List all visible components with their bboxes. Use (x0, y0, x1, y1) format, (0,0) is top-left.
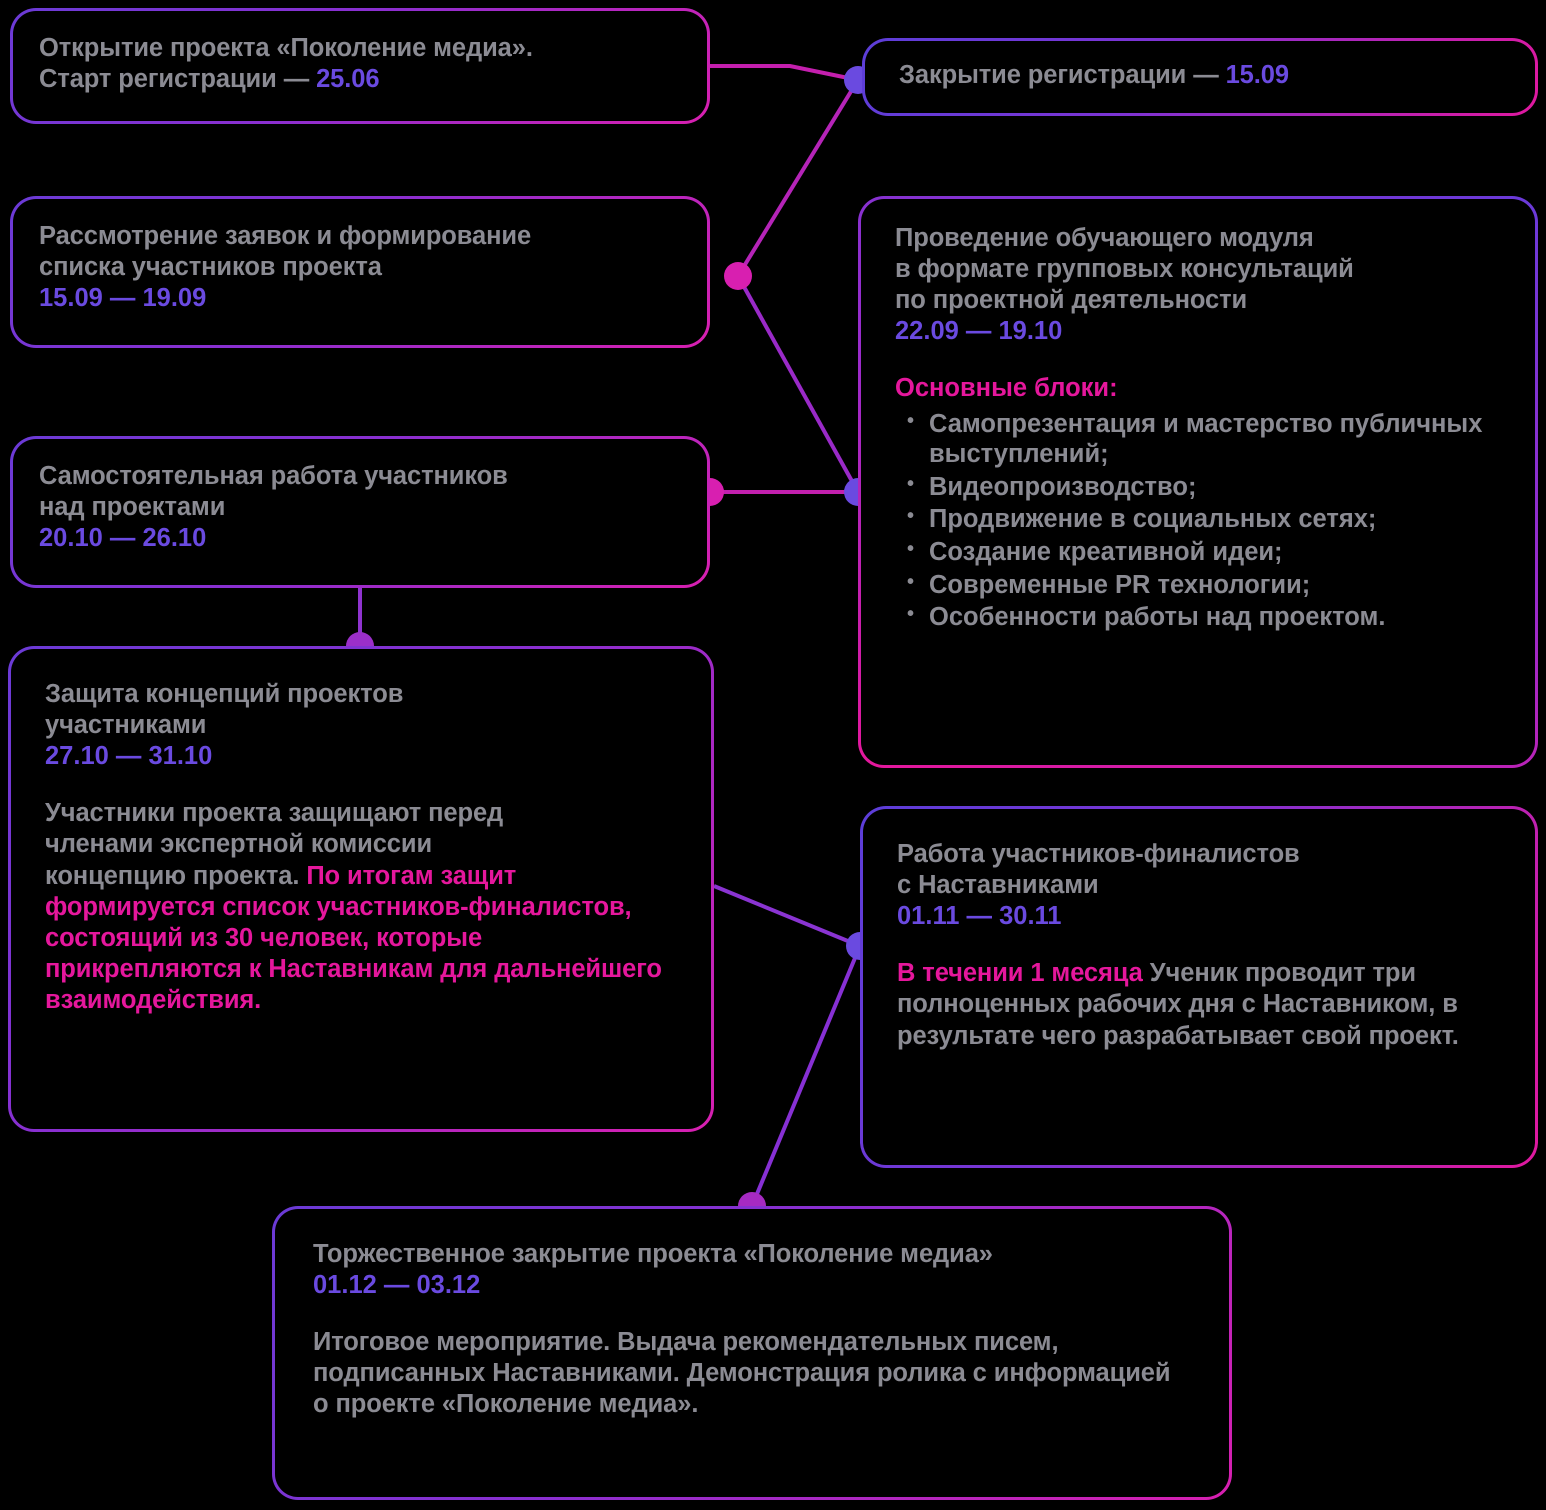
card-defense-para-3-plain: концепцию проекта. (45, 861, 307, 890)
card-registration-close[interactable] (862, 38, 1538, 116)
list-item: • Самопрезентация и мастерство публичных выступлений; (929, 409, 1501, 470)
link-review-module (738, 276, 858, 492)
card-selfwork-dates: 20.10 — 26.10 (39, 524, 207, 553)
list-item: • Создание креативной идеи; (929, 537, 1501, 568)
card-application-review[interactable] (10, 196, 710, 348)
card-close-prefix: Закрытие регистрации — (899, 61, 1226, 89)
card-concept-defense[interactable] (8, 646, 714, 1132)
card-closing-line1: Торжественное закрытие проекта «Поколение медиа» (313, 1240, 993, 1268)
card-module-dates: 22.09 — 19.10 (895, 317, 1063, 346)
node-dot-review (724, 262, 752, 290)
card-closing-dates: 01.12 — 03.12 (313, 1271, 481, 1300)
card-module-blocks-list (895, 409, 1501, 633)
card-defense-line2: участниками (45, 711, 207, 740)
card-open-line2 (39, 64, 681, 95)
card-project-opening[interactable] (10, 8, 710, 124)
card-defense-para-3 (45, 861, 677, 1017)
card-module-line3: по проектной деятельности (895, 286, 1248, 315)
link-review-close (738, 80, 858, 276)
link-defense-mentors (714, 886, 860, 946)
link-mentors-closing (752, 946, 860, 1206)
card-open-line2-prefix: Старт регистрации — (39, 65, 317, 94)
card-close-date: 15.09 (1225, 61, 1289, 89)
card-defense-para-1: Участники проекта защищают перед (45, 799, 504, 828)
card-closing-para: Итоговое мероприятие. Выдача рекомендательных писем, подписанных Наставниками. Демонстрация ролика с информацией о проекте «Поколение медиа». (313, 1328, 1171, 1419)
card-review-dates: 15.09 — 19.09 (39, 284, 207, 313)
card-mentor-work[interactable] (860, 806, 1538, 1168)
card-module-blocks-title: Основные блоки: (895, 374, 1118, 403)
link-open-close (710, 66, 858, 80)
list-item: • Особенности работы над проектом. (929, 602, 1501, 633)
card-selfwork-line1: Самостоятельная работа участников (39, 462, 508, 490)
list-item: • Современные PR технологии; (929, 570, 1501, 601)
card-open-date: 25.06 (316, 65, 380, 94)
card-review-line1: Рассмотрение заявок и формирование (39, 222, 532, 250)
card-close-line (899, 60, 1501, 91)
card-mentors-para-plain: Ученик проводит три полноценных рабочих дня с Наставником, в результате чего разрабатывает свой проект. (897, 959, 1459, 1050)
card-defense-line1: Защита концепций проектов (45, 680, 404, 708)
card-mentors-line2: с Наставниками (897, 871, 1099, 900)
card-mentors-dates: 01.11 — 30.11 (897, 902, 1062, 931)
list-item: • Видеопроизводство; (929, 472, 1501, 503)
card-mentors-line1: Работа участников-финалистов (897, 840, 1300, 868)
card-review-line2: списка участников проекта (39, 253, 382, 282)
card-selfwork-line2: над проектами (39, 493, 226, 522)
card-defense-dates: 27.10 — 31.10 (45, 742, 213, 771)
card-open-line1: Открытие проекта «Поколение медиа». (39, 34, 533, 62)
card-training-module[interactable] (858, 196, 1538, 768)
card-mentors-para (897, 958, 1501, 1051)
card-mentors-highlight: В течении 1 месяца (897, 959, 1150, 988)
card-defense-highlight: По итогам защит формируется список участников-финалистов, состоящий из 30 человек, которые прикрепляются к Наставникам для дальнейшего взаимодействия. (45, 861, 662, 1014)
card-module-line1: Проведение обучающего модуля (895, 224, 1314, 252)
card-module-line2: в формате групповых консультаций (895, 255, 1354, 284)
list-item: • Продвижение в социальных сетях; (929, 504, 1501, 535)
card-independent-work[interactable] (10, 436, 710, 588)
card-defense-para-2: членами экспертной комиссии (45, 830, 433, 859)
card-project-closing[interactable] (272, 1206, 1232, 1500)
